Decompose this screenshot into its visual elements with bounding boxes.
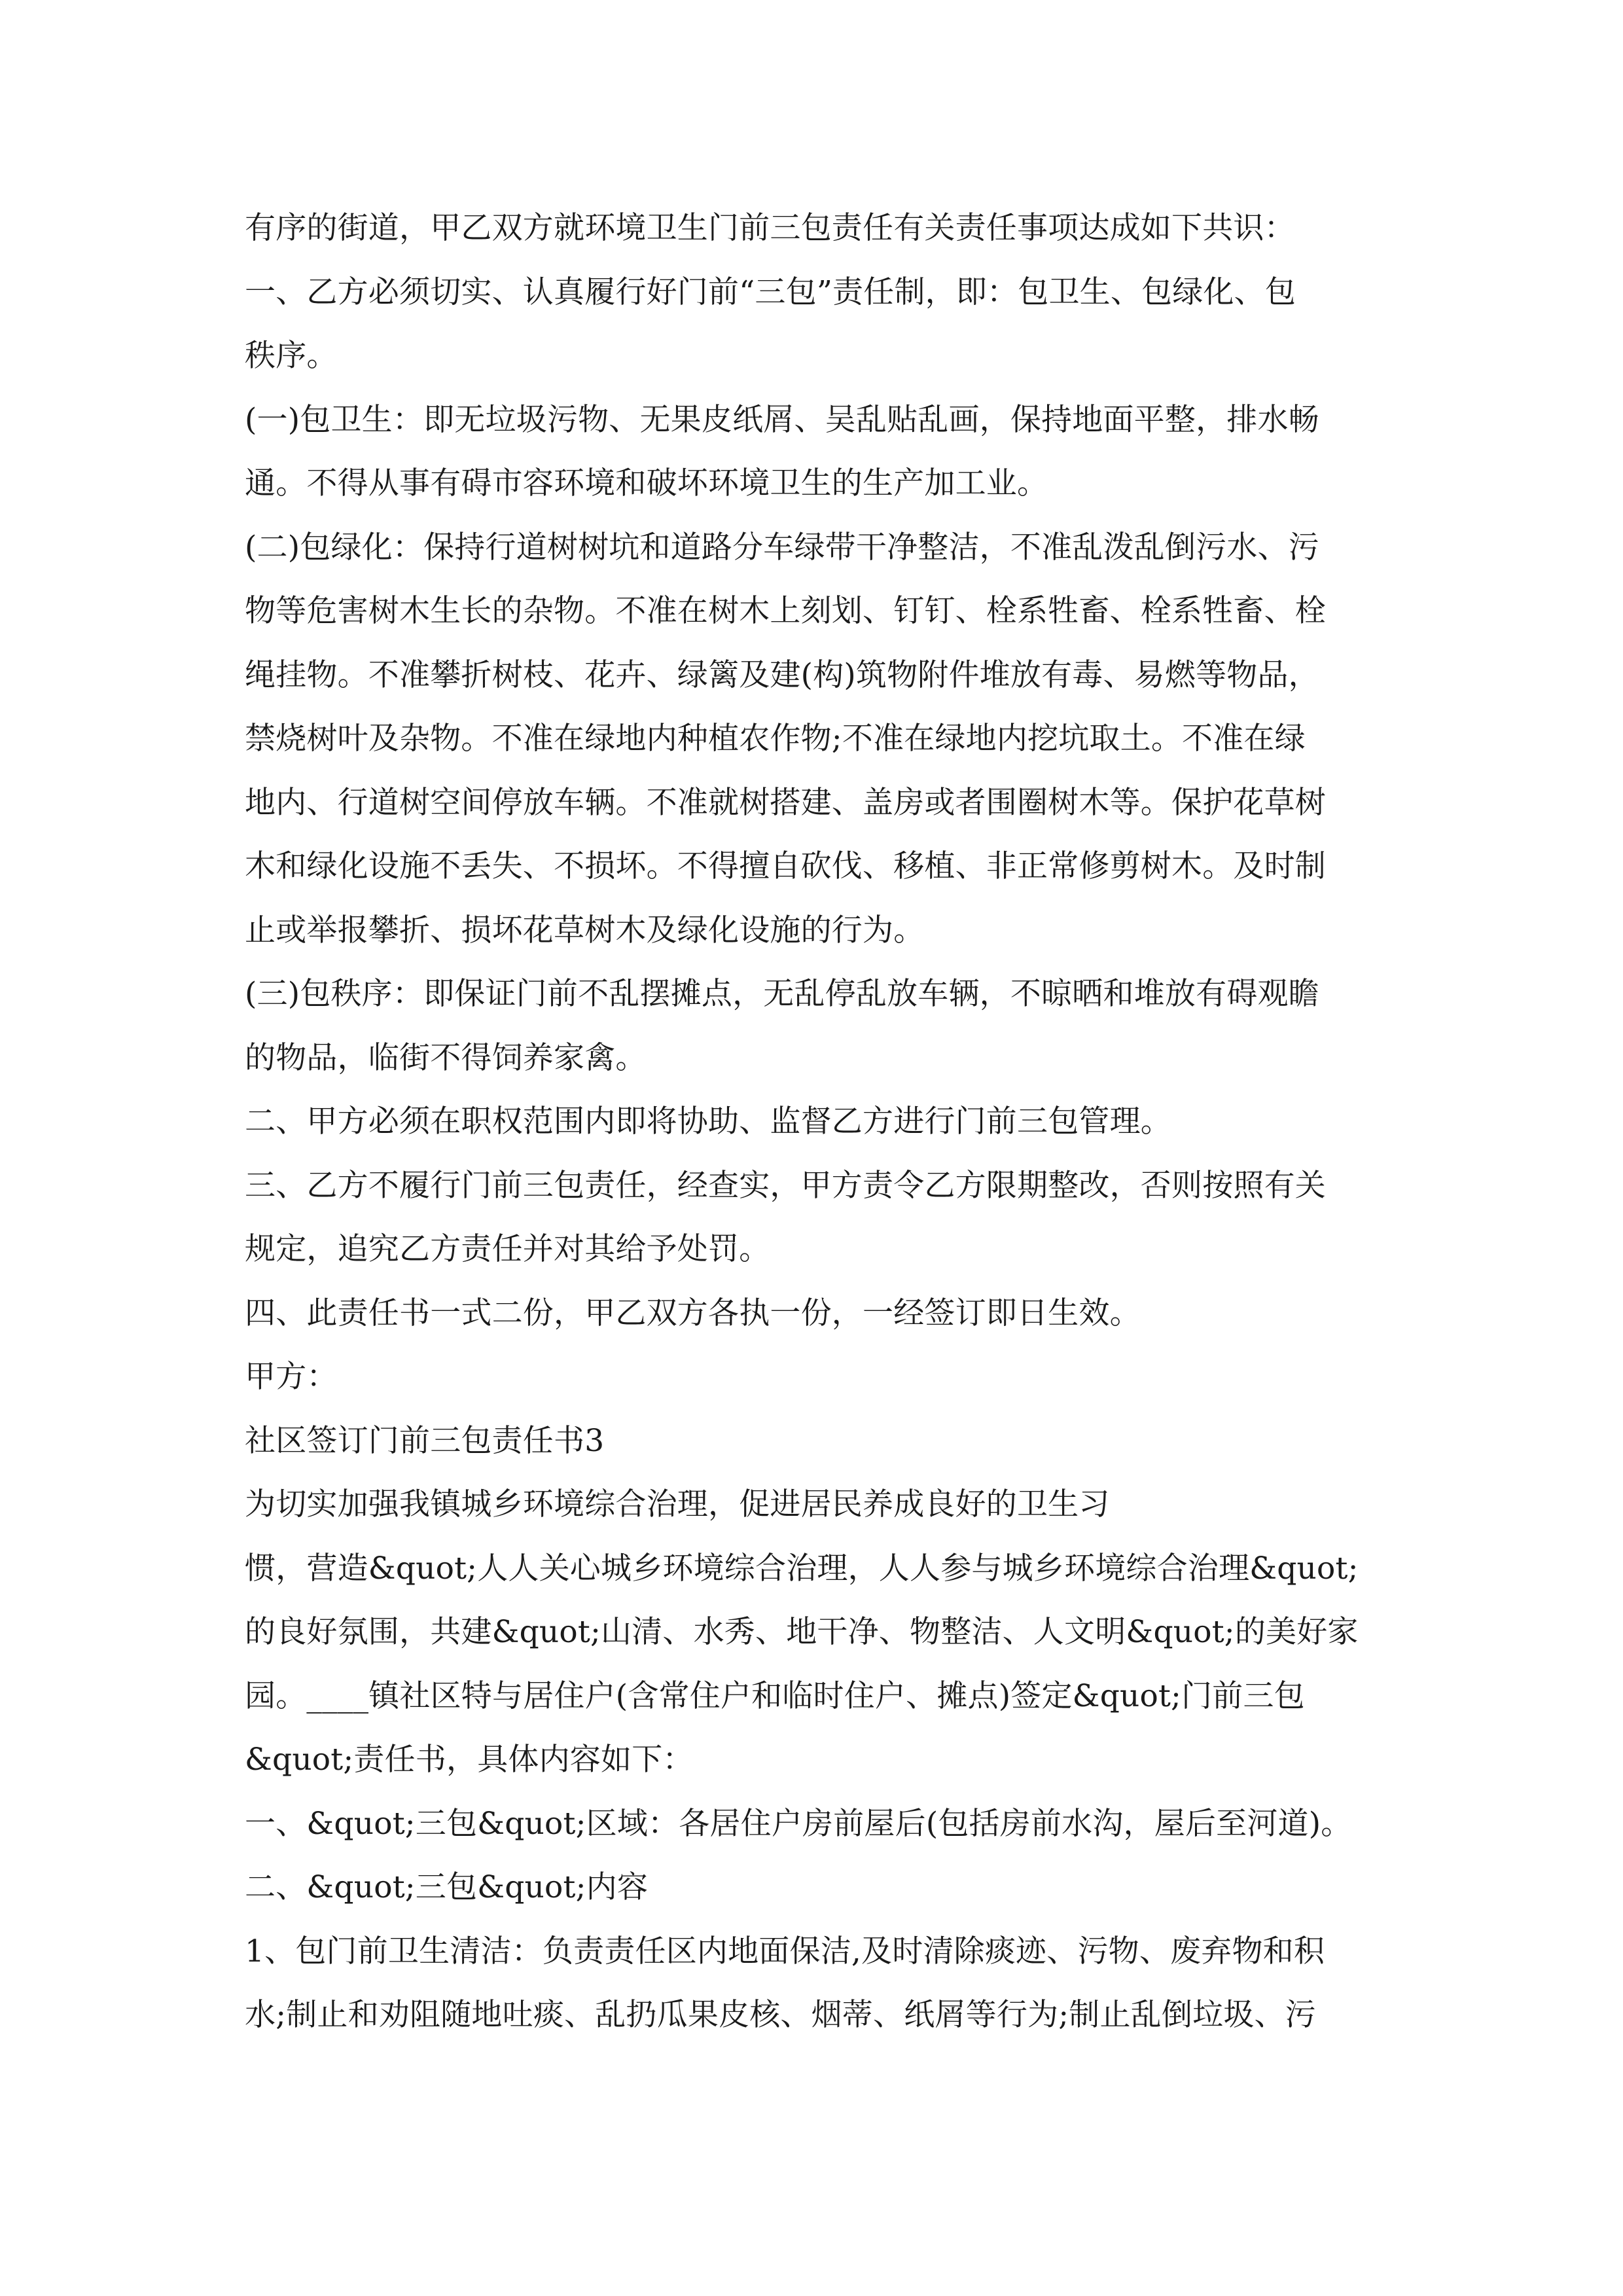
text-line: (二)包绿化：保持行道树树坑和道路分车绿带干净整洁，不准乱泼乱倒污水、污 [245,529,1319,565]
document-page [245,196,1387,2047]
text-line: 一、乙方必须切实、认真履行好门前“三包”责任制，即：包卫生、包绿化、包 [245,274,1296,310]
text-line: 一、&quot;三包&quot;区域：各居住户房前屋后(包括房前水沟，屋后至河道)。 [245,1805,1352,1842]
text-line: 四、此责任书一式二份，甲乙双方各执一份，一经签订即日生效。 [245,1295,1141,1331]
text-line: 止或举报攀折、损坏花草树木及绿化设施的行为。 [245,912,925,948]
text-line: 为切实加强我镇城乡环境综合治理，促进居民养成良好的卫生习 [245,1486,1110,1522]
text-line: 园。____镇社区特与居住户(含常住户和临时住户、摊点)签定&quot;门前三包 [245,1677,1305,1714]
text-line: (三)包秩序：即保证门前不乱摆摊点，无乱停乱放车辆，不晾晒和堆放有碍观瞻 [245,976,1319,1012]
text-line: 惯，营造&quot;人人关心城乡环境综合治理，人人参与城乡环境综合治理&quot; [245,1550,1359,1587]
text-line: 水;制止和劝阻随地吐痰、乱扔瓜果皮核、烟蒂、纸屑等行为;制止乱倒垃圾、污 [245,1997,1316,2033]
text-line: 木和绿化设施不丢失、不损坏。不得擅自砍伐、移植、非正常修剪树木。及时制 [245,848,1326,884]
text-line: 三、乙方不履行门前三包责任，经查实，甲方责令乙方限期整改，否则按照有关 [245,1167,1326,1204]
text-line: 二、甲方必须在职权范围内即将协助、监督乙方进行门前三包管理。 [245,1103,1171,1139]
text-line: 秩序。 [245,338,338,374]
text-line: 二、&quot;三包&quot;内容 [245,1869,649,1905]
text-line: 1、包门前卫生清洁：负责责任区内地面保洁,及时清除痰迹、污物、废弃物和积 [245,1933,1325,1969]
text-line: 通。不得从事有碍市容环境和破坏环境卫生的生产加工业。 [245,465,1048,501]
text-line: &quot;责任书，具体内容如下： [245,1742,694,1778]
text-line: (一)包卫生：即无垃圾污物、无果皮纸屑、吴乱贴乱画，保持地面平整，排水畅 [245,401,1319,438]
text-line: 甲方： [245,1359,338,1395]
text-line: 规定，追究乙方责任并对其给予处罚。 [245,1231,770,1267]
text-line: 物等危害树木生长的杂物。不准在树木上刻划、钉钉、栓系牲畜、栓系牲畜、栓 [245,593,1326,629]
text-line: 有序的街道，甲乙双方就环境卫生门前三包责任有关责任事项达成如下共识： [245,210,1295,246]
text-line: 绳挂物。不准攀折树枝、花卉、绿篱及建(构)筑物附件堆放有毒、易燃等物品， [245,656,1319,693]
text-line: 的良好氛围，共建&quot;山清、水秀、地干净、物整洁、人文明&quot;的美好家 [245,1614,1359,1650]
section-title: 社区签订门前三包责任书3 [245,1422,605,1459]
text-line: 的物品，临街不得饲养家禽。 [245,1039,647,1076]
text-line: 禁烧树叶及杂物。不准在绿地内种植农作物;不准在绿地内挖坑取土。不准在绿 [245,721,1306,757]
text-line: 地内、行道树空间停放车辆。不准就树搭建、盖房或者围圈树木等。保护花草树 [245,784,1326,821]
